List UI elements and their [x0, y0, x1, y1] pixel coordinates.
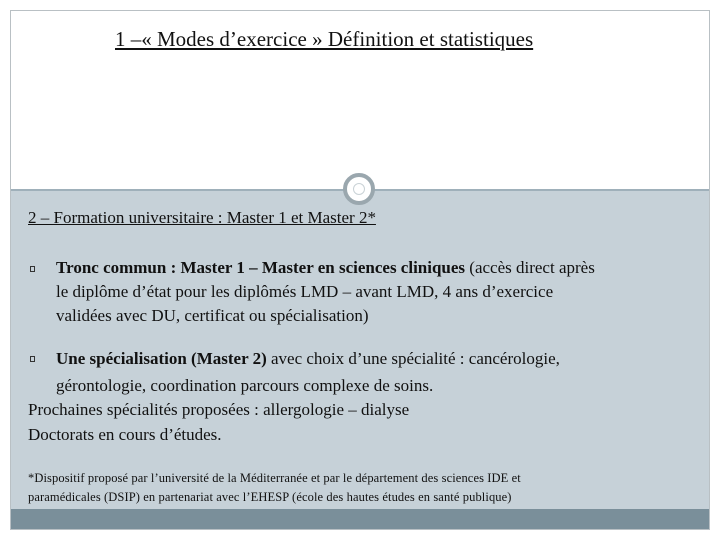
footnote-line1: *Dispositif proposé par l’université de la Méditerranée et par le département des sciences IDE et: [28, 471, 521, 485]
slide-title: 1 –« Modes d’exercice » Définition et statistiques: [115, 27, 534, 51]
bullet1-line2: le diplôme d’état pour les diplômés LMD – avant LMD, 4 ans d’exercice: [56, 282, 554, 301]
bullet-icon: [30, 266, 35, 272]
bullet1-rest: (accès direct après: [465, 258, 595, 277]
bullet2-bold: Une spécialisation (Master 2): [56, 349, 267, 368]
footer-band: [11, 509, 709, 529]
title-area: [11, 11, 709, 189]
doctorats-line: Doctorats en cours d’études.: [28, 425, 222, 444]
ring-ornament-icon: [343, 173, 375, 205]
bullet2-line2: gérontologie, coordination parcours complexe de soins.: [56, 376, 434, 395]
bullet1-line1: [56, 256, 595, 280]
ring-inner: [353, 183, 365, 195]
bullet1-bold: Tronc commun : Master 1 – Master en sciences cliniques: [56, 258, 466, 277]
section-heading: 2 – Formation universitaire : Master 1 et Master 2*: [28, 208, 376, 227]
footnote-line2: paramédicales (DSIP) en partenariat avec l’EHESP (école des hautes études en santé publique): [28, 490, 512, 504]
bullet-icon: [30, 356, 35, 362]
bullet1-line3: validées avec DU, certificat ou spécialisation): [56, 306, 369, 325]
prochaines-line: Prochaines spécialités proposées : allergologie – dialyse: [28, 400, 410, 419]
bullet2-rest: avec choix d’une spécialité : cancérologie,: [266, 349, 560, 368]
bullet2-line1: [56, 347, 560, 371]
